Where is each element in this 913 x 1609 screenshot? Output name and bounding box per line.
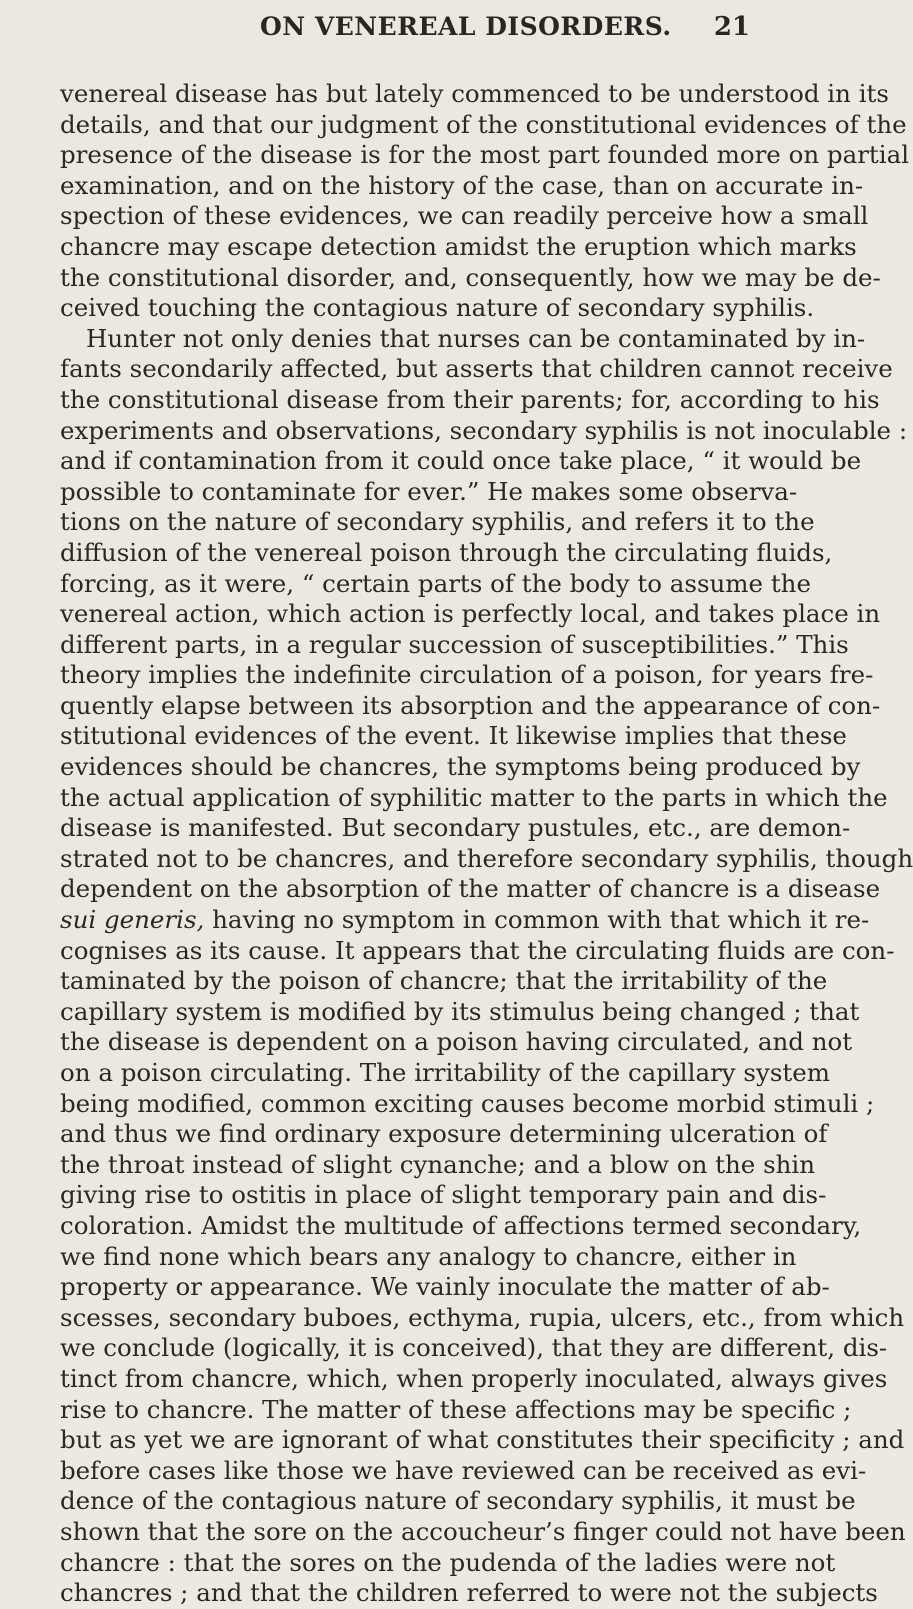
text-line: venereal disease has but lately commenced to be understood in its (60, 79, 889, 108)
text-line: before cases like those we have reviewed can be received as evi- (60, 1455, 867, 1485)
text-line: possible to contaminate for ever.” He makes some observa- (60, 476, 798, 506)
text-line: quently elapse between its absorption and the appearance of con- (60, 690, 881, 720)
text-line: we find none which bears any analogy to chancre, either in (60, 1241, 797, 1271)
text-line: stitutional evidences of the event. It likewise implies that these (60, 721, 847, 751)
text-line: rise to chancre. The matter of these affections may be specific ; (60, 1394, 852, 1424)
text-line: ceived touching the contagious nature of secondary syphilis. (60, 293, 815, 323)
text-line: giving rise to ostitis in place of slight temporary pain and dis- (60, 1180, 827, 1210)
text-line: presence of the disease is for the most part founded more on partial (60, 140, 910, 170)
text-line: details, and that our judgment of the constitutional evidences of the (60, 109, 907, 139)
text-line-with-italic (60, 905, 870, 936)
text-line: chancres ; and that the children referred to were not the subjects (60, 1578, 878, 1608)
text-line: but as yet we are ignorant of what constitutes their specificity ; and (60, 1425, 905, 1455)
text-line: property or appearance. We vainly inoculate the matter of ab- (60, 1272, 830, 1302)
text-line: coloration. Amidst the multitude of affections termed secondary, (60, 1210, 862, 1240)
text-line: dependent on the absorption of the matter of chancre is a disease (60, 874, 881, 904)
text-line-rest: having no symptom in common with that which it re- (204, 905, 870, 935)
page-number: 21 (713, 12, 750, 42)
text-line: scesses, secondary buboes, ecthyma, rupia, ulcers, etc., from which (60, 1302, 905, 1332)
text-line: shown that the sore on the accoucheur’s finger could not have been (60, 1516, 906, 1546)
text-line: being modified, common exciting causes become morbid stimuli ; (60, 1088, 875, 1118)
text-line: the actual application of syphilitic matter to the parts in which the (60, 782, 888, 812)
text-line: we conclude (logically, it is conceived), that they are different, dis- (60, 1333, 888, 1363)
text-line: and if contamination from it could once take place, “ it would be (60, 446, 862, 476)
text-line: spection of these evidences, we can readily perceive how a small (60, 201, 869, 231)
running-title: ON VENEREAL DISORDERS. (260, 12, 672, 41)
text-line: disease is manifested. But secondary pustules, etc., are demon- (60, 813, 851, 843)
text-line: the disease is dependent on a poison having circulated, and not (60, 1027, 853, 1057)
text-line: the throat instead of slight cynanche; and a blow on the shin (60, 1149, 816, 1179)
body-text (60, 79, 913, 1609)
paragraph-start-line: Hunter not only denies that nurses can be contaminated by in- (86, 323, 866, 353)
text-line: the constitutional disease from their parents; for, according to his (60, 384, 880, 414)
text-line: fants secondarily affected, but asserts that children cannot receive (60, 354, 893, 384)
text-line: venereal action, which action is perfectly local, and takes place in (60, 599, 881, 629)
text-line: capillary system is modified by its stimulus being changed ; that (60, 996, 860, 1026)
text-line: strated not to be chancres, and therefore secondary syphilis, though (60, 843, 913, 873)
text-line: chancre : that the sores on the pudenda of the ladies were not (60, 1547, 836, 1577)
text-line: chancre may escape detection amidst the eruption which marks (60, 231, 857, 261)
running-head (110, 10, 750, 50)
text-line: tions on the nature of secondary syphilis, and refers it to the (60, 507, 815, 537)
text-line: examination, and on the history of the case, than on accurate in- (60, 170, 864, 200)
text-line: different parts, in a regular succession of susceptibilities.” This (60, 629, 849, 659)
text-line: experiments and observations, secondary syphilis is not inoculable : (60, 415, 908, 445)
text-line: and thus we find ordinary exposure determining ulceration of (60, 1119, 828, 1149)
text-line: taminated by the poison of chancre; that the irritability of the (60, 966, 828, 996)
text-line: cognises as its cause. It appears that the circulating fluids are con- (60, 935, 895, 965)
text-line: evidences should be chancres, the symptoms being produced by (60, 752, 861, 782)
text-line: dence of the contagious nature of secondary syphilis, it must be (60, 1486, 856, 1516)
text-line: on a poison circulating. The irritability of the capillary system (60, 1058, 830, 1087)
text-line: forcing, as it were, “ certain parts of the body to assume the (60, 568, 811, 598)
text-line: the constitutional disorder, and, consequently, how we may be de- (60, 262, 881, 292)
text-line: tinct from chancre, which, when properly inoculated, always gives (60, 1363, 888, 1393)
text-line: theory implies the indefinite circulation of a poison, for years fre- (60, 660, 874, 690)
italic-phrase: sui generis, (60, 905, 205, 935)
text-line: diffusion of the venereal poison through the circulating fluids, (60, 537, 833, 567)
